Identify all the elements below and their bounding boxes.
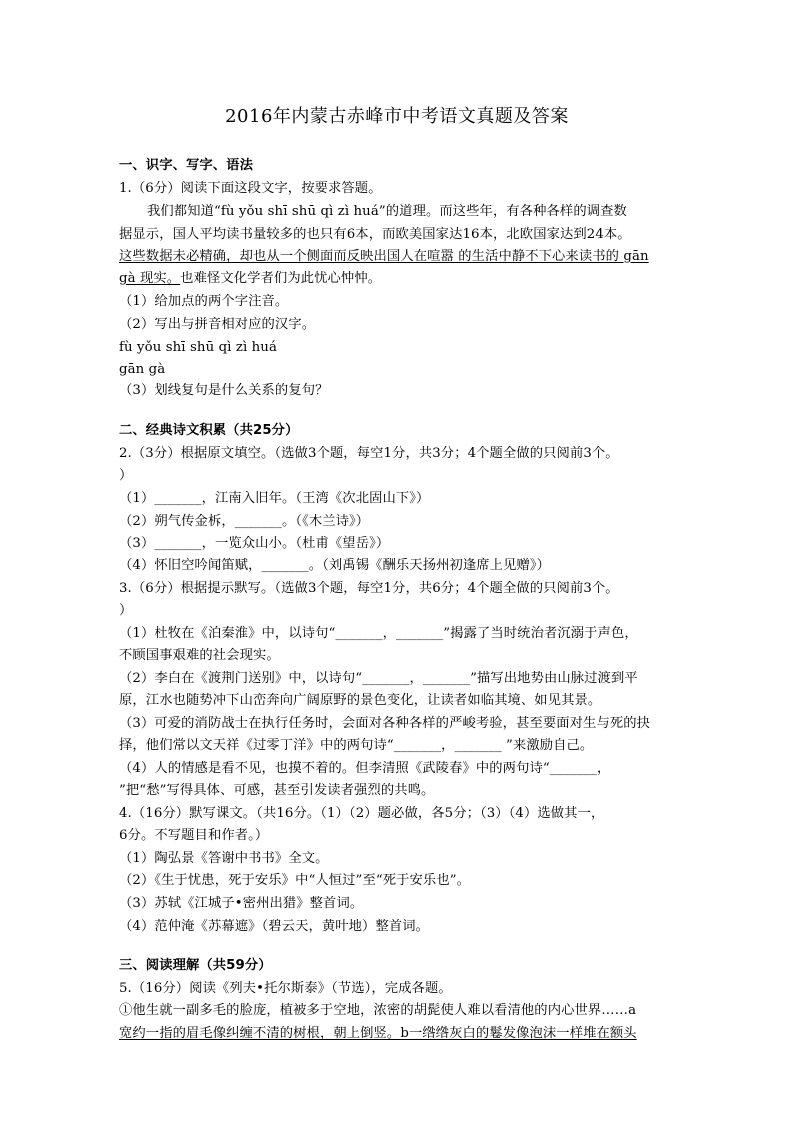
fill-blank-item: （3）可爱的消防战士在执行任务时，会面对各种各样的严峻考验，甚至要面对生与死的抉 xyxy=(119,716,651,731)
document-title: 2016年内蒙古赤峰市中考语文真题及答案 xyxy=(225,106,569,127)
recitation-item: （4）范仲淹《苏幕遮》（碧云天，黄叶地）整首词。 xyxy=(119,919,430,934)
sub-question: （3）划线复句是什么关系的复句？ xyxy=(119,383,329,398)
passage-line: 据显示，国人平均读书量较多的也只有6本，而欧美国家达16本，北欧国家达到24本。 xyxy=(119,227,631,242)
question-1-stem: 1.（6分）阅读下面这段文字，按要求答题。 xyxy=(119,181,382,196)
recitation-item: （3）苏轼《江城子•密州出猎》整首词。 xyxy=(119,896,364,911)
section-heading-2: 二、经典诗文积累（共25分） xyxy=(119,423,299,438)
underlined-sentence: 这些数据未必精确，却也从一个侧面而反映出国人在喧嚣 的生活中静不下心来读书的 gān xyxy=(119,249,649,264)
fill-blank-item: （1）杜牧在《泊秦淮》中，以诗句“_______，_______”揭露了当时统治者沉溺于声色， xyxy=(119,626,638,641)
fill-blank-item: （4）人的情感是看不见，也摸不着的。但李清照《武陵春》中的两句诗“_______， xyxy=(119,761,611,776)
question-4-stem: 4.（16分）默写课文。（共16分。（1）（2）题必做，各5分；（3）（4）选做其一， xyxy=(119,806,605,821)
section-heading-1: 一、识字、写字、语法 xyxy=(119,158,253,173)
recitation-item: （2）《生于忧患，死于安乐》中“人恒过”至“死于安乐也”。 xyxy=(119,873,471,888)
section-heading-3: 三、阅读理解（共59分） xyxy=(119,958,272,973)
question-line: 6分。不写题目和作者。） xyxy=(119,828,269,843)
underlined-sentence-end: gà 现实。 xyxy=(119,271,181,286)
question-2-stem: 2.（3分）根据原文填空。（选做3个题，每空1分，共3分；4个题全做的只阅前3个。 xyxy=(119,446,619,461)
passage-line-rest: 也难怪文化学者们为此忧心忡忡。 xyxy=(180,271,382,286)
question-line: 择，他们常以文天祥《过零丁洋》中的两句诗“_______，_______ ”来激励自己。 xyxy=(119,738,594,753)
fill-blank-item: （2）朔气传金柝，_______。（《木兰诗》） xyxy=(119,514,370,529)
question-3-stem: 3.（6分）根据提示默写。（选做3个题，每空1分，共6分；4个题全做的只阅前3个。 xyxy=(119,581,619,596)
fill-blank-item: （1）_______，江南入旧年。（王湾《次北固山下》） xyxy=(119,491,430,506)
question-5-stem: 5.（16分）阅读《列夫•托尔斯泰》（节选），完成各题。 xyxy=(119,981,452,996)
fill-blank-item: （4）怀旧空吟闻笛赋，_______。（刘禹锡《酬乐天扬州初逢席上见赠》） xyxy=(119,558,551,573)
pinyin-line: gān gà xyxy=(119,362,166,377)
reading-passage-underlined: 宽约一指的眉毛像纠缠不清的树根，朝上倒竖。b一绺绺灰白的鬈发像泡沫一样堆在额头 xyxy=(119,1026,637,1041)
pinyin-line: fù yǒu shī shū qì zì huá xyxy=(119,340,277,355)
fill-blank-item: （2）李白在《渡荆门送别》中，以诗句“_______，_______”描写出地势由山脉过渡到平 xyxy=(119,671,638,686)
reading-passage-line: ①他生就一副多毛的脸庞，植被多于空地，浓密的胡髭使人难以看清他的内心世界……a xyxy=(119,1003,637,1018)
recitation-item: （1）陶弘景《答谢中书书》全文。 xyxy=(119,851,329,866)
question-line: ） xyxy=(119,603,133,618)
passage-line: 我们都知道“fù yǒu shī shū qì zì huá”的道理。而这些年，有各种各样的调查数 xyxy=(147,204,627,219)
question-line: 原，江水也随势冲下山峦奔向广阔原野的景色变化，让读者如临其境、如见其景。 xyxy=(119,693,602,708)
question-line: 不顾国事艰难的社会现实。 xyxy=(119,648,280,663)
sub-question: （1）给加点的两个字注音。 xyxy=(119,294,289,309)
sub-question: （2）写出与拼音相对应的汉字。 xyxy=(119,317,316,332)
fill-blank-item: （3）_______，一览众山小。（杜甫《望岳》） xyxy=(119,536,390,551)
question-line: ） xyxy=(119,468,133,483)
question-line: ”把“愁”写得具体、可感，甚至引发读者强烈的共鸣。 xyxy=(119,783,435,798)
passage-line xyxy=(119,269,381,289)
